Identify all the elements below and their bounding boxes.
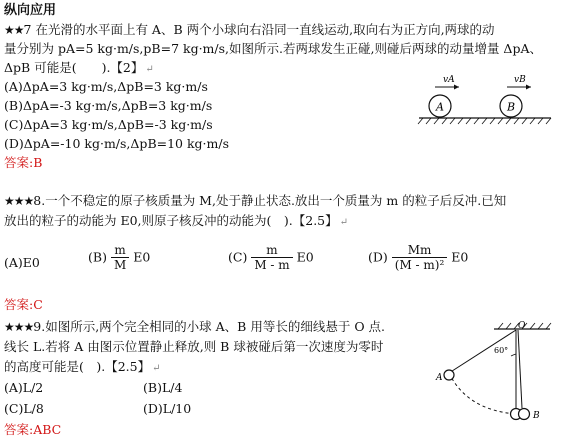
q1-text-3: ΔpB 可能是( ).【2】 [4, 60, 144, 75]
ground-hatch [418, 118, 551, 124]
fraction [251, 243, 292, 272]
q2-line1 [4, 192, 506, 210]
q1-text-1: 7 在光滑的水平面上有 A、B 两个小球向右沿同一直线运动,取向右为正方向,两球的动 [23, 22, 495, 37]
q3-figure [432, 320, 562, 428]
return-mark: ↵ [145, 64, 154, 75]
q2-answer: 答案:C [4, 297, 43, 312]
difficulty-stars: ★★★ [4, 194, 34, 208]
fraction-numerator: m [266, 243, 278, 257]
q3-option-b: (B)L/4 [143, 380, 183, 395]
arrow-va-head [454, 85, 459, 90]
q1-line1 [4, 21, 495, 39]
q3-option-a: (A)L/2 [4, 380, 44, 395]
q3-text-3: 的高度可能是( ).【2.5】 [4, 359, 151, 374]
ball-a-label: A [436, 100, 444, 114]
ball-b-label: B [533, 411, 540, 421]
q2-text-2: 放出的粒子的动能为 E0,则原子核反冲的动能为( ).【2.5】 [4, 213, 338, 228]
option-prefix: (D) [368, 249, 388, 265]
q1-line2: 量分别为 pA=5 kg·m/s,pB=7 kg·m/s,如图所示.若两球发生正碰,则碰后两球的动量增量 ΔpA、 [4, 41, 542, 56]
q2-line2 [4, 212, 348, 232]
option-suffix: E0 [296, 249, 314, 265]
q1-option-d: (D)ΔpA=-10 kg·m/s,ΔpB=10 kg·m/s [4, 136, 230, 151]
difficulty-stars: ★★ [4, 23, 24, 37]
q3-option-c: (C)L/8 [4, 401, 44, 416]
arrow-vb-head [526, 85, 531, 90]
q2-option-c [228, 243, 314, 272]
angle-arc [511, 354, 516, 356]
q3-line2: 线长 L.若将 A 由图示位置静止释放,则 B 球被碰后第一次速度为零时 [4, 339, 384, 354]
vb-label: vB [514, 75, 526, 85]
q1-line3 [4, 59, 154, 79]
q3-answer: 答案:ABC [4, 422, 62, 437]
q3-text-1: 9.如图所示,两个完全相同的小球 A、B 用等长的细线悬于 O 点. [33, 319, 386, 334]
q1-option-a: (A)ΔpA=3 kg·m/s,ΔpB=3 kg·m/s [4, 79, 208, 94]
point-o-label: O [518, 321, 526, 331]
q2-option-a: (A)E0 [4, 255, 40, 270]
q1-figure [415, 72, 555, 130]
q1-answer: 答案:B [4, 155, 43, 170]
va-label: vA [443, 75, 455, 85]
return-mark: ↵ [339, 217, 349, 228]
option-suffix: E0 [451, 249, 469, 265]
q2-text-1: 8.一个不稳定的原子核质量为 M,处于静止状态.放出一个质量为 m 的粒子后反冲.已知 [33, 193, 507, 208]
fraction-numerator: Mm [407, 243, 432, 257]
q1-option-c: (C)ΔpA=3 kg·m/s,ΔpB=-3 kg·m/s [4, 117, 213, 132]
q3-option-d: (D)L/10 [143, 401, 192, 416]
fraction-numerator: m [114, 243, 126, 257]
angle-label: 60° [494, 346, 509, 355]
ball-b-label: B [506, 100, 516, 114]
q1-option-b: (B)ΔpA=-3 kg·m/s,ΔpB=3 kg·m/s [4, 98, 213, 113]
q2-option-b [88, 243, 150, 272]
option-prefix: (C) [228, 249, 248, 265]
fraction-denominator: M - m [251, 257, 292, 272]
option-suffix: E0 [133, 249, 151, 265]
return-mark: ↵ [152, 363, 161, 374]
ball-a [444, 370, 454, 380]
q2-option-d [368, 243, 468, 272]
fraction-denominator: (M - m)² [392, 257, 448, 272]
fraction [111, 243, 129, 272]
swing-path [449, 373, 516, 414]
difficulty-stars: ★★★ [4, 320, 34, 334]
section-title: 纵向应用 [4, 3, 57, 18]
string-b2 [518, 330, 522, 408]
fraction [392, 243, 448, 272]
option-prefix: (B) [88, 249, 107, 265]
q3-line1 [4, 318, 385, 336]
q3-line3 [4, 358, 161, 378]
ball-a-label: A [436, 373, 443, 383]
ball-b2 [519, 409, 530, 420]
fraction-denominator: M [111, 257, 129, 272]
